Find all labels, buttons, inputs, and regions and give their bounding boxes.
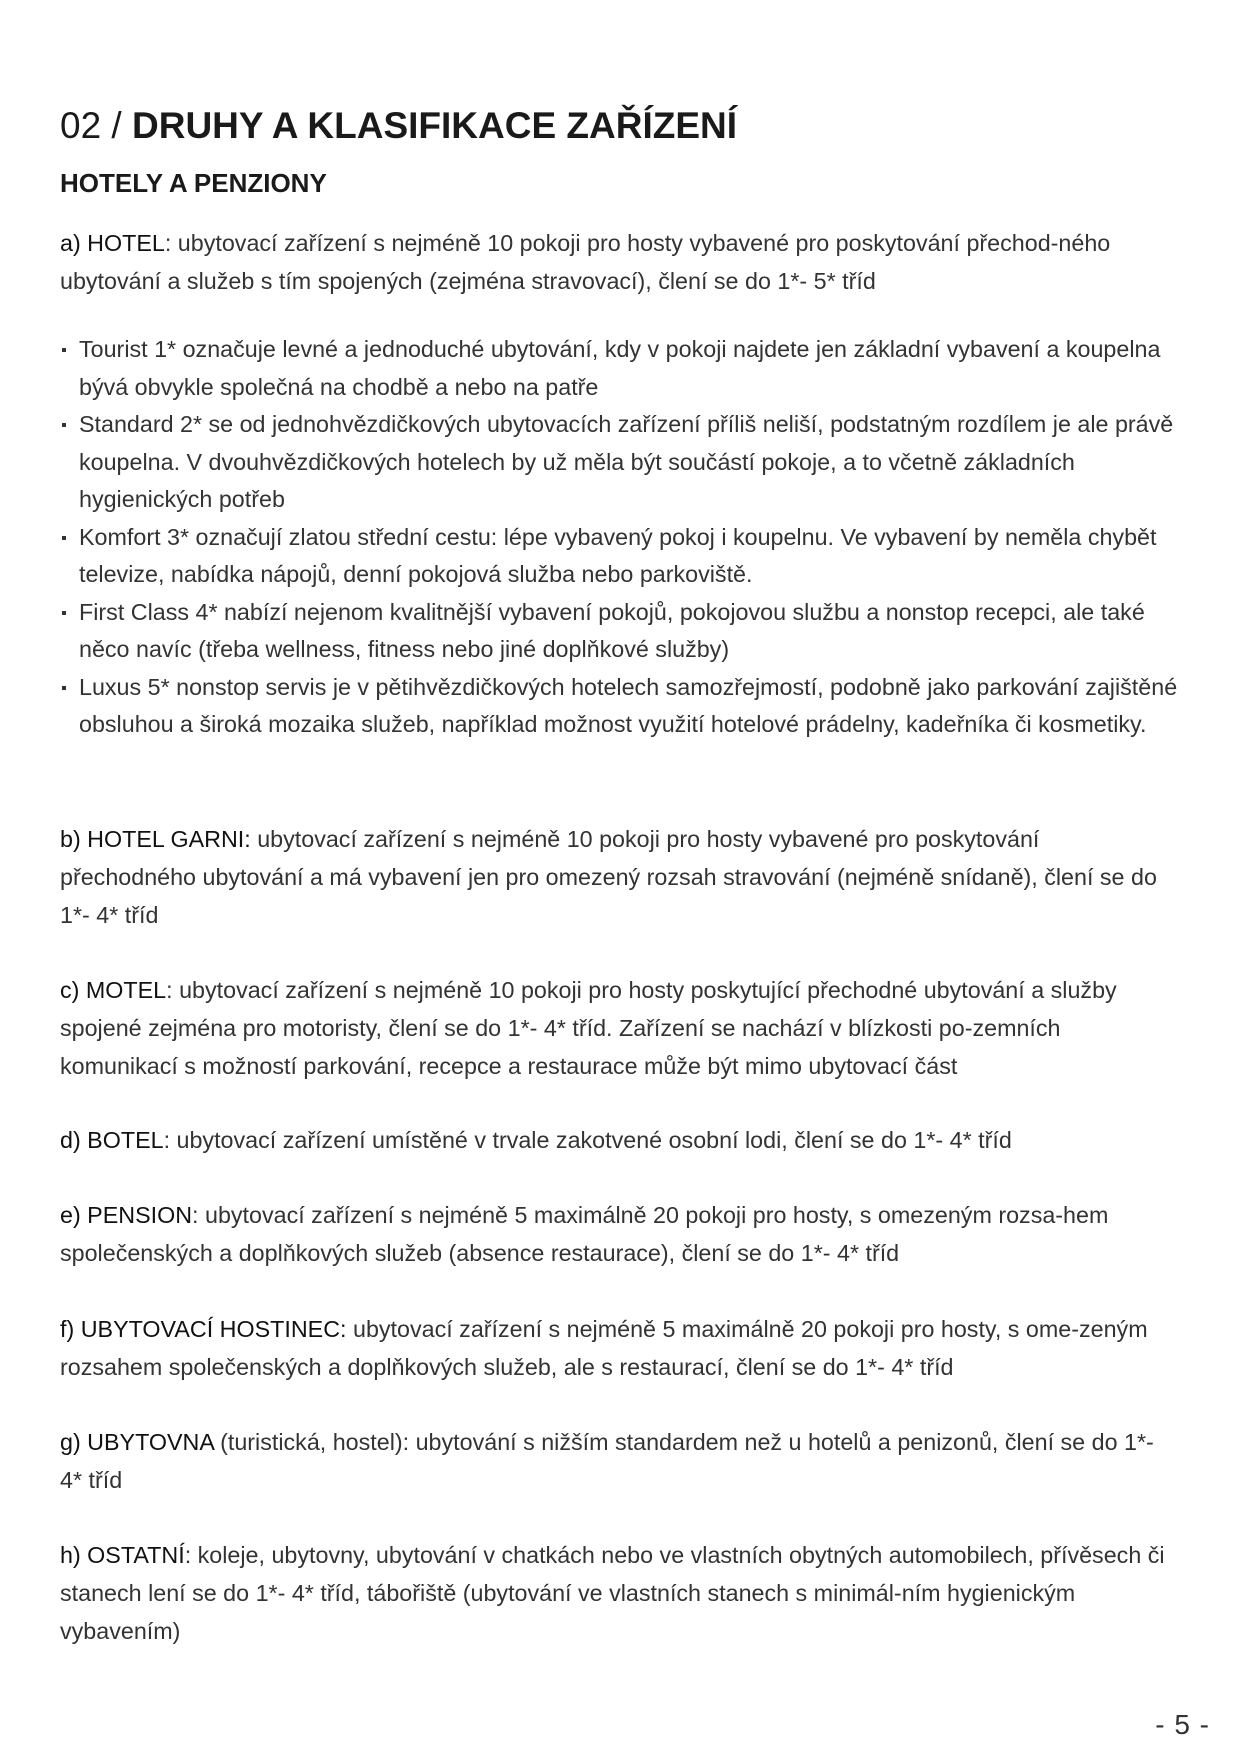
desc-hotel-garni: ubytovací zařízení s nejméně 10 pokoji pro hosty vybavené pro poskytování přechodného ubytování a má vybavení jen pro omezený rozsah stravování (nejméně snídaně), člení se do 1*- 4* tříd — [60, 826, 1157, 928]
desc-motel: : ubytovací zařízení s nejméně 10 pokoji pro hosty poskytující přechodné ubytování a služby spojené zejména pro motoristy, člení se do 1*- 4* tříd. Zařízení se nachází v blízkosti po-zemních komunikací s možností parkování, recepce a restaurace může být mimo ubytovací část — [60, 977, 1117, 1079]
desc-botel: : ubytovací zařízení umístěné v trvale zakotvené osobní lodi, člení se do 1*- 4* tříd — [163, 1127, 1012, 1153]
hotel-class-list — [60, 331, 1178, 744]
bullet-standard: Standard 2* se od jednohvězdičkových ubytovacích zařízení příliš neliší, podstatným rozdílem je ale právě koupelna. V dvouhvězdičkových hotelech by už měla být součástí pokoje, a to včetně základních hygienických potřeb — [60, 406, 1178, 519]
term-motel: c) MOTEL — [60, 977, 167, 1003]
page-title — [60, 103, 737, 149]
section-ostatni — [60, 1536, 1178, 1650]
desc-ubytovaci-hostinec: ubytovací zařízení s nejméně 5 maximálně 20 pokoji pro hosty, s ome-zeným rozsahem společenských a doplňkových služeb, ale s restaurací, člení se do 1*- 4* tříd — [60, 1316, 1148, 1380]
section-hotel-garni — [60, 820, 1178, 934]
section-botel — [60, 1121, 1178, 1159]
term-pension: e) PENSION — [60, 1202, 193, 1228]
bullet-luxus: Luxus 5* nonstop servis je v pětihvězdičkových hotelech samozřejmostí, podobně jako parkování zajištěné obsluhou a široká mozaika služeb, například možnost využití hotelové prádelny, kadeřníka či kosmetiky. — [60, 669, 1178, 744]
page-number: - 5 - — [1155, 1709, 1210, 1740]
chapter-number: 02 / — [60, 104, 132, 146]
desc-ubytovna: (turistická, hostel): ubytování s nižším standardem než u hotelů a penizonů, člení se do 1*- 4* tříd — [60, 1429, 1154, 1493]
term-ubytovna: g) UBYTOVNA — [60, 1429, 214, 1455]
desc-ostatni: : koleje, ubytovny, ubytování v chatkách nebo ve vlastních obytných automobilech, přívěsech či stanech lení se do 1*- 4* tříd, tábořiště (ubytování ve vlastních stanech s minimál-ním hygienickým vybavením) — [60, 1542, 1165, 1644]
section-ubytovaci-hostinec — [60, 1310, 1178, 1386]
chapter-title: DRUHY A KLASIFIKACE ZAŘÍZENÍ — [132, 104, 738, 146]
bullet-tourist: Tourist 1* označuje levné a jednoduché ubytování, kdy v pokoji najdete jen základní vybavení a koupelna bývá obvykle společná na chodbě a nebo na patře — [60, 331, 1178, 406]
desc-pension: : ubytovací zařízení s nejméně 5 maximálně 20 pokoji pro hosty, s omezeným rozsa-hem společenských a doplňkových služeb (absence restaurace), člení se do 1*- 4* tříd — [60, 1202, 1109, 1266]
bullet-first-class: First Class 4* nabízí nejenom kvalitnější vybavení pokojů, pokojovou službu a nonstop recepci, ale také něco navíc (třeba wellness, fitness nebo jiné doplňkové služby) — [60, 594, 1178, 669]
term-ostatni: h) OSTATNÍ — [60, 1542, 185, 1568]
bullet-komfort: Komfort 3* označují zlatou střední cestu: lépe vybavený pokoj i koupelnu. Ve vybavení by neměla chybět televize, nabídka nápojů, denní pokojová služba nebo parkoviště. — [60, 519, 1178, 594]
desc-hotel: : ubytovací zařízení s nejméně 10 pokoji pro hosty vybavené pro poskytování přechod-ného ubytování a služeb s tím spojených (zejména stravovací), člení se do 1*- 5* tříd — [60, 230, 1111, 294]
term-ubytovaci-hostinec: f) UBYTOVACÍ HOSTINEC: — [60, 1316, 347, 1342]
section-subtitle: HOTELY A PENZIONY — [60, 167, 327, 198]
section-ubytovna — [60, 1423, 1178, 1499]
term-botel: d) BOTEL — [60, 1127, 164, 1153]
section-hotel — [60, 224, 1178, 300]
term-hotel: a) HOTEL — [60, 230, 165, 256]
section-motel — [60, 971, 1178, 1085]
section-pension — [60, 1196, 1178, 1272]
term-hotel-garni: b) HOTEL GARNI: — [60, 826, 251, 852]
